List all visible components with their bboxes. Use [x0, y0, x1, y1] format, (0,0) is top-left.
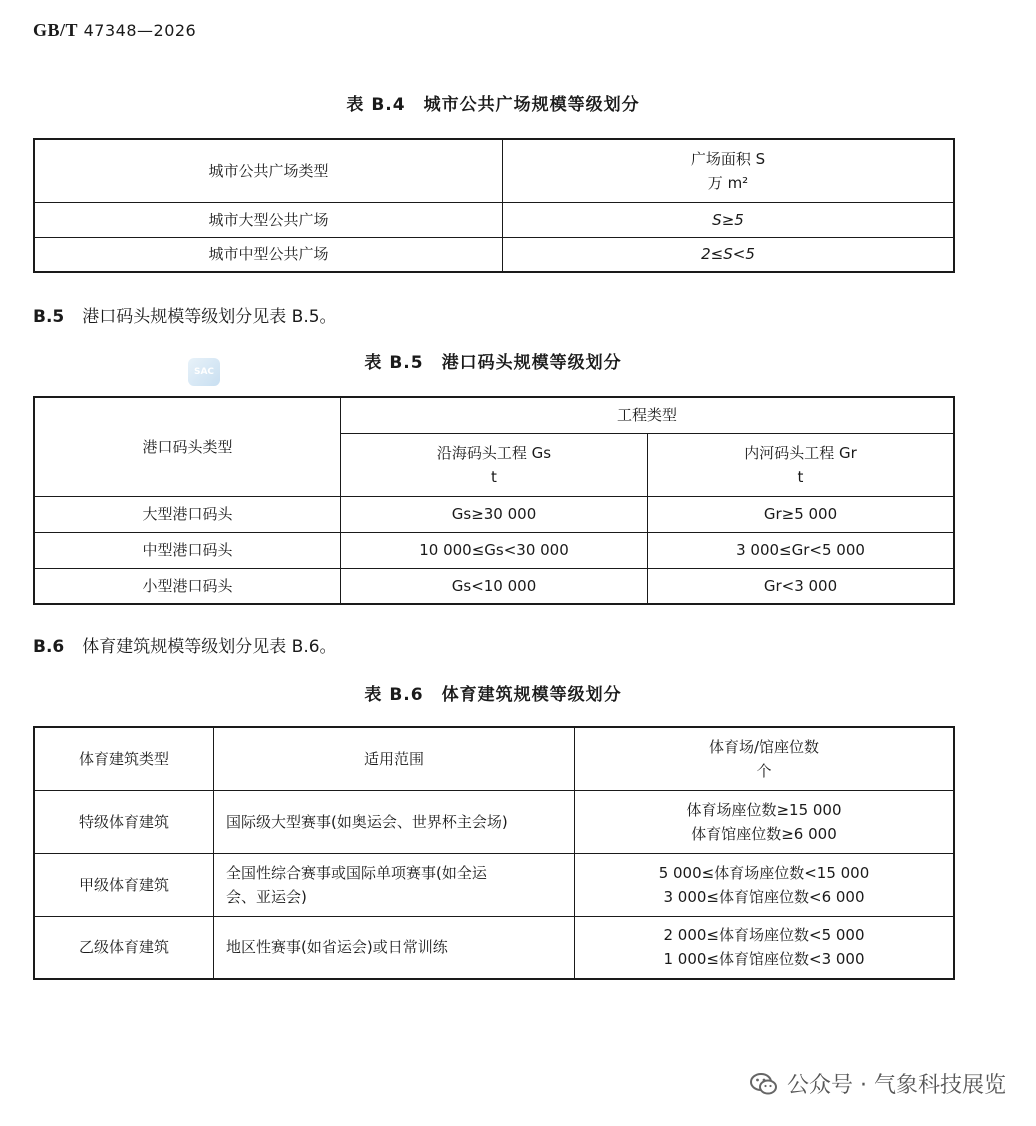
- table-b5-head-gr: 内河码头工程 Gr t: [648, 433, 955, 496]
- section-b5: B.5 港口码头规模等级划分见表 B.5。: [33, 307, 337, 327]
- wechat-icon: [749, 1071, 779, 1097]
- table-cell: Gr<3 000: [648, 568, 955, 604]
- table-cell: 国际级大型赛事(如奥运会、世界杯主会场): [214, 790, 575, 853]
- table-cell: 大型港口码头: [34, 496, 341, 532]
- table-b5-head-gs: 沿海码头工程 Gs t: [341, 433, 648, 496]
- table-b5: [33, 396, 955, 605]
- table-cell: 特级体育建筑: [34, 790, 214, 853]
- table-b6-head-seats: 体育场/馆座位数 个: [575, 727, 955, 790]
- table-cell: 城市大型公共广场: [34, 202, 503, 237]
- table-cell: 城市中型公共广场: [34, 237, 503, 272]
- table-cell: 2≤S<5: [503, 237, 955, 272]
- table-cell: 全国性综合赛事或国际单项赛事(如全运 会、亚运会): [214, 853, 575, 916]
- table-b5-head-type: 港口码头类型: [34, 397, 341, 496]
- standard-number: GB/T 47348—2026: [33, 20, 197, 40]
- table-cell: 小型港口码头: [34, 568, 341, 604]
- table-cell: Gr≥5 000: [648, 496, 955, 532]
- table-cell: 2 000≤体育场座位数<5 000 1 000≤体育馆座位数<3 000: [575, 916, 955, 979]
- sac-logo: SAC: [188, 358, 220, 386]
- section-b6: B.6 体育建筑规模等级划分见表 B.6。: [33, 637, 337, 657]
- table-cell: 5 000≤体育场座位数<15 000 3 000≤体育馆座位数<6 000: [575, 853, 955, 916]
- table-b5-head-group: 工程类型: [341, 397, 955, 433]
- table-b5-caption: 表 B.5 港口码头规模等级划分: [364, 353, 622, 373]
- table-cell: Gs≥30 000: [341, 496, 648, 532]
- table-cell: 体育场座位数≥15 000 体育馆座位数≥6 000: [575, 790, 955, 853]
- table-cell: 乙级体育建筑: [34, 916, 214, 979]
- table-b6-caption: 表 B.6 体育建筑规模等级划分: [364, 685, 622, 705]
- table-cell: 中型港口码头: [34, 532, 341, 568]
- table-b6-head-type: 体育建筑类型: [34, 727, 214, 790]
- table-b6: [33, 726, 955, 980]
- table-row: [34, 202, 954, 237]
- table-row: [34, 532, 954, 568]
- table-row: [34, 853, 954, 916]
- table-cell: 甲级体育建筑: [34, 853, 214, 916]
- table-cell: 地区性赛事(如省运会)或日常训练: [214, 916, 575, 979]
- table-b4-head-area: 广场面积 S 万 m²: [503, 139, 955, 202]
- table-cell: 10 000≤Gs<30 000: [341, 532, 648, 568]
- table-row: [34, 237, 954, 272]
- table-row: [34, 496, 954, 532]
- table-row: [34, 568, 954, 604]
- table-cell: Gs<10 000: [341, 568, 648, 604]
- table-b4-caption: 表 B.4 城市公共广场规模等级划分: [346, 95, 640, 115]
- table-cell: S≥5: [503, 202, 955, 237]
- table-cell: 3 000≤Gr<5 000: [648, 532, 955, 568]
- table-b6-head-scope: 适用范围: [214, 727, 575, 790]
- watermark-text: 公众号 · 气象科技展览: [787, 1073, 1006, 1098]
- wechat-watermark: [749, 1068, 1006, 1099]
- table-b4: [33, 138, 955, 273]
- table-b4-head-type: 城市公共广场类型: [34, 139, 503, 202]
- table-row: [34, 790, 954, 853]
- table-row: [34, 916, 954, 979]
